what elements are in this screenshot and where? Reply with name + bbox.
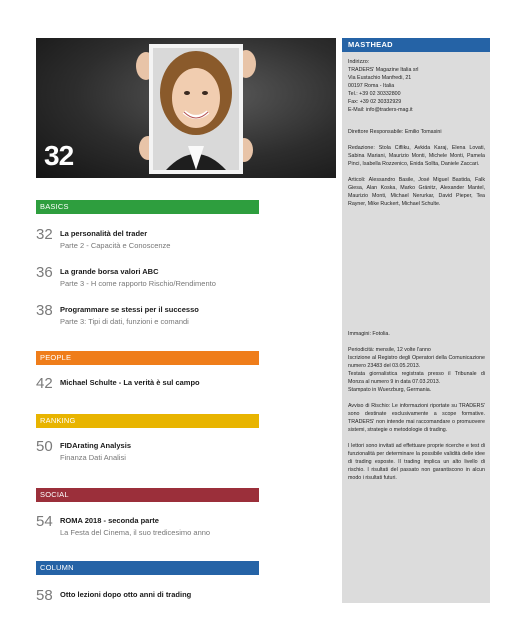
toc-title: La grande borsa valori ABC — [60, 267, 159, 276]
toc-title: Programmare se stessi per il successo — [60, 305, 199, 314]
toc-subtitle: Parte 3: Tipi di dati, funzioni e comandi — [60, 317, 189, 326]
toc-title: Michael Schulte - La verità è sul campo — [60, 378, 200, 387]
periodicity: Periodicità: mensile, 12 volte l'anno — [348, 347, 431, 353]
print-location: Stampato in Wuerzburg, Germania. — [348, 387, 432, 393]
masthead-heading: MASTHEAD — [342, 38, 490, 52]
masthead-panel — [342, 38, 490, 603]
section-bar-column: COLUMN — [36, 561, 259, 575]
toc-page-number: 50 — [36, 438, 53, 455]
section-bar-ranking: RANKING — [36, 414, 259, 428]
woman-holding-photo-illustration — [36, 38, 336, 178]
cover-page-number: 32 — [44, 140, 74, 171]
cover-photo — [36, 38, 336, 178]
section-bar-people: PEOPLE — [36, 351, 259, 365]
image-credits: Immagini: Fotolia. — [348, 331, 390, 337]
toc-page-number: 54 — [36, 513, 53, 530]
toc-page-number: 58 — [36, 587, 53, 604]
email-address: E-Mail: info@traders-mag.it — [348, 107, 413, 113]
toc-page-number: 38 — [36, 302, 53, 319]
toc-page-number: 42 — [36, 375, 53, 392]
toc-page-number: 32 — [36, 226, 53, 243]
toc-subtitle: Finanza Dati Analisi — [60, 453, 126, 462]
risk-warning: Avviso di Rischio: Le informazioni riportate su TRADERS' sono destinate esclusivamente a scope formative. TRADERS' non intende mai raccomandare o promuovere sistemi, strategie o metodologie di trading. — [348, 403, 485, 433]
toc-subtitle: Parte 3 - H come rapporto Rischio/Rendimento — [60, 279, 216, 288]
article-authors: Articoli: Alessandro Basile, José Miguel Bastida, Falk Giesa, Alan Koska, Marko Gränitz, Alexander Mantel, Maurizio Monti, Michael Nerurkar, David Pieper, Tea Rayner, Mike Ruckert, Michael Schulte. — [348, 177, 485, 207]
risk-disclaimer: I lettori sono invitati ad effettuare proprie ricerche e test di funzionalità per determinare la possibile validità delle idee di trading esposte. Il trading implica un alto livello di rischio. I risultati del passato non garantiscono in alcun modo i risultati futuri. — [348, 443, 485, 481]
address-line: 00197 Roma - Italia — [348, 83, 395, 89]
phone-number: Tel.: +39 02 30332800 — [348, 91, 401, 97]
toc-subtitle: Parte 2 - Capacità e Conoscenze — [60, 241, 171, 250]
section-bar-social: SOCIAL — [36, 488, 259, 502]
address-line: TRADERS' Magazine Italia srl — [348, 67, 419, 73]
director: Direttore Responsabile: Emilio Tomasini — [348, 129, 442, 135]
registration-info: Iscrizione al Registro degli Operatori della Comunicazione numero 23483 del 03.05.2013. — [348, 355, 485, 369]
toc-title: La personalità del trader — [60, 229, 148, 238]
address-line: Via Eustachio Manfredi, 21 — [348, 75, 412, 81]
fax-number: Fax: +39 02 30332929 — [348, 99, 402, 105]
toc-page-number: 36 — [36, 264, 53, 281]
toc-title: ROMA 2018 - seconda parte — [60, 516, 159, 525]
address-label: Indirizzo: — [348, 59, 370, 65]
toc-title: FIDArating Analysis — [60, 441, 131, 450]
toc-title: Otto lezioni dopo otto anni di trading — [60, 590, 192, 599]
newspaper-registration: Testata giornalistica registrata presso il Tribunale di Monza al numero 9 in data 07.03.2013. — [348, 371, 485, 385]
editorial-staff: Redazione: Stola Cifliku, Avkida Karaj, Elena Lovati, Sabina Mariani, Maurizio Monti, Michele Monti, Pamela Pinci, Isabella Rozzenico, Enida Sollta, Daniele Zaccari. — [348, 145, 485, 167]
toc-subtitle: La Festa del Cinema, il suo tredicesimo anno — [60, 528, 211, 537]
section-bar-basics: BASICS — [36, 200, 259, 214]
